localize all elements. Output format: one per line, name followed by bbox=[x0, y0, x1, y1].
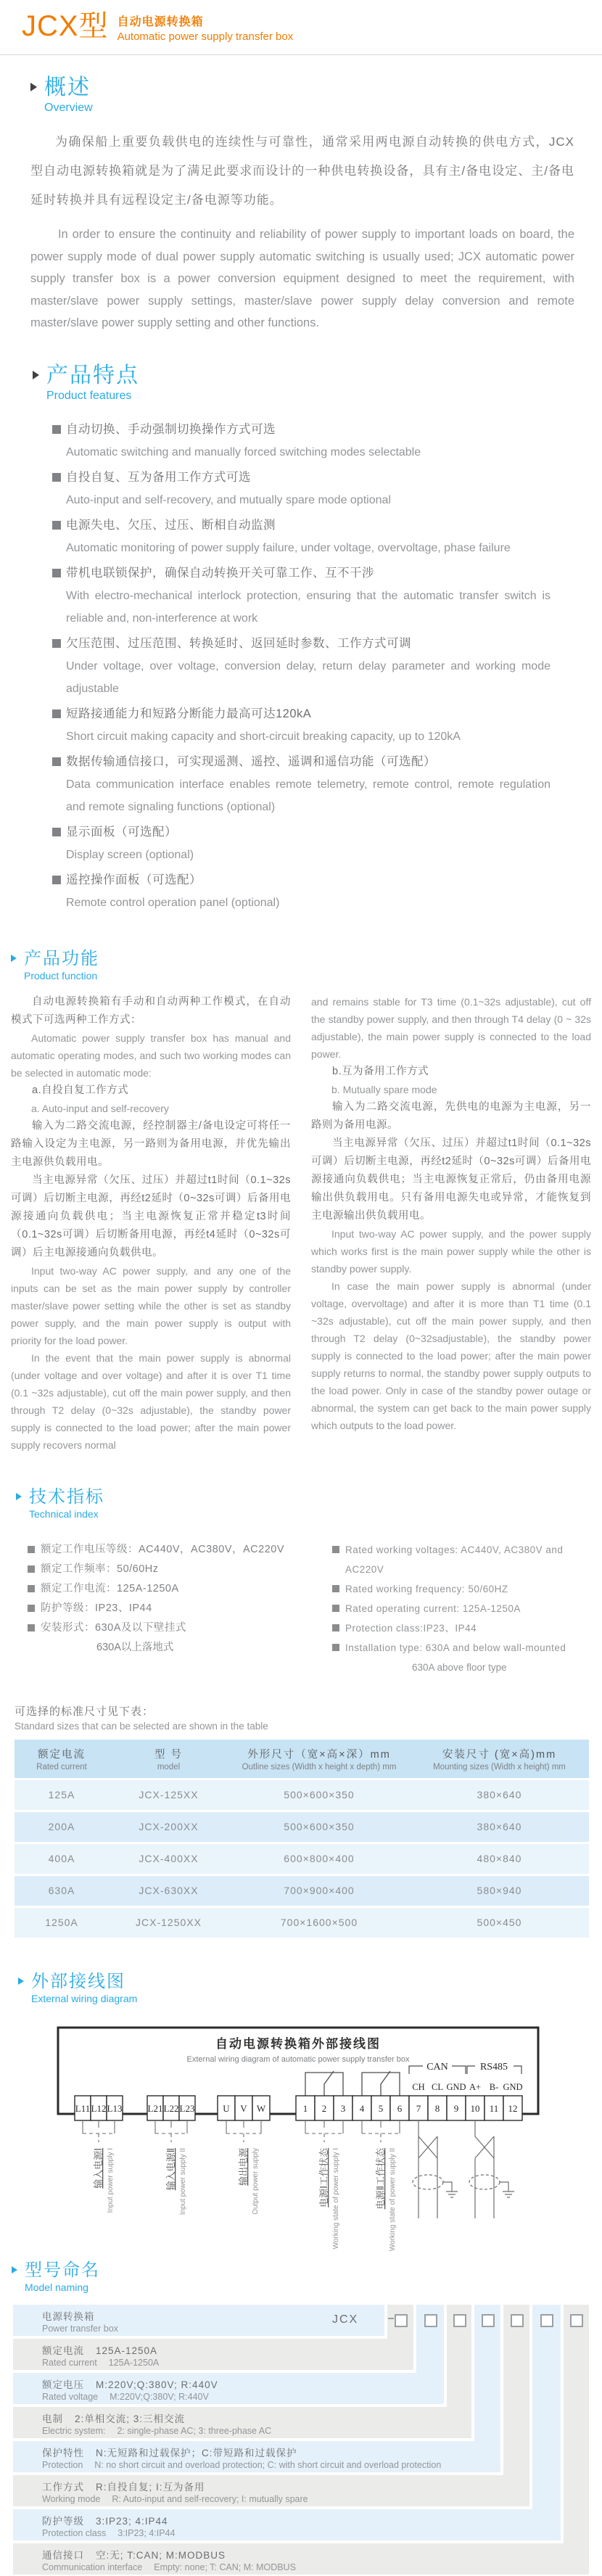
page-header bbox=[0, 0, 602, 55]
section-technical bbox=[16, 1487, 602, 1677]
technical-item bbox=[332, 1540, 593, 1579]
terminal-label: 5 bbox=[378, 2102, 384, 2114]
overview-paragraph-en: In order to ensure the continuity and reliability of power supply to important loads on board, the power supply mode of dual power supply automatic switching is usually used; JCX automatic power supply transfer box is a power conversion equipment designed to meet the requirement, with master/slave power supply settings, master/slave power supply delay conversion and remote master/slave power supply setting and other functions. bbox=[30, 228, 574, 329]
col-header-cn: 外形尺寸（宽×高×深）mm bbox=[247, 1748, 391, 1761]
cell-model: JCX-1250XX bbox=[109, 1908, 228, 1938]
terminal-label: L22 bbox=[163, 2102, 179, 2114]
technical-heading bbox=[16, 1487, 602, 1520]
size-table-header-row bbox=[15, 1740, 589, 1778]
technical-columns bbox=[28, 1540, 602, 1677]
square-bullet-icon bbox=[52, 569, 61, 577]
feature-en: With electro-mechanical interlock protection, ensuring that the automatic transfer switch is reliable and, non-interference at work bbox=[66, 589, 551, 625]
wiring-diagram bbox=[57, 2026, 602, 2251]
naming-label-en: Protection bbox=[42, 2459, 83, 2470]
feature-cn: 电源失电、欠压、过压、断相自动监测 bbox=[66, 518, 276, 532]
product-title-en: Automatic power supply transfer box bbox=[117, 30, 294, 43]
naming-label-en: Rated voltage bbox=[42, 2391, 99, 2402]
feature-en: Short circuit making capacity and short-circuit breaking capacity, up to 120kA bbox=[66, 730, 461, 743]
technical-item bbox=[28, 1540, 332, 1560]
terminal-label: 9 bbox=[453, 2102, 459, 2114]
naming-label-en: Communication interface bbox=[42, 2561, 143, 2572]
function-heading bbox=[11, 949, 602, 982]
naming-value-cn: R:自投自复; I:互为备用 bbox=[96, 2481, 205, 2493]
code-slot bbox=[453, 2314, 466, 2327]
function-columns bbox=[11, 993, 591, 1454]
square-bullet-icon bbox=[52, 757, 61, 766]
naming-label-cn: 通信接口 bbox=[42, 2549, 84, 2561]
naming-row-cn: 电源转换箱 bbox=[42, 2310, 95, 2322]
function-paragraph: 输入为二路交流电源，经控制器主/备电设定可将任一路输入设定为主电源，另一路则为备用电源，并优先输出主电源供负载用电。 bbox=[11, 1119, 291, 1168]
feature-cn: 数据传输通信接口，可实现遥测、遥控、遥调和遥信功能（可选配） bbox=[66, 754, 436, 768]
table-row bbox=[15, 1876, 589, 1906]
technical-title-en: Technical index bbox=[29, 1507, 99, 1520]
technical-item bbox=[28, 1599, 332, 1618]
feature-item bbox=[52, 751, 574, 818]
terminal-label: 8 bbox=[434, 2102, 440, 2114]
function-paragraph: a.自投自复工作方式 bbox=[32, 1084, 129, 1096]
feature-item bbox=[52, 869, 574, 914]
col-header-cn: 型 号 bbox=[154, 1748, 184, 1761]
terminal-label: W bbox=[256, 2102, 266, 2114]
terminal-label: U bbox=[223, 2102, 230, 2114]
feature-en: Auto-input and self-recovery, and mutually spare mode optional bbox=[66, 493, 391, 506]
technical-text: 防护等级：IP23、IP44 bbox=[41, 1602, 152, 1614]
naming-title-en: Model naming bbox=[25, 2281, 88, 2293]
terminal-label: 6 bbox=[397, 2102, 403, 2114]
overview-paragraph-cn: 为确保船上重要负载供电的连续性与可靠性，通常采用两电源自动转换的供电方式，JCX型自动电源转换箱就是为了满足此要求而设计的一种供电转换设备，具有主/备电设定、主/备电延时转换并具有远程设定主/备电源等功能。 bbox=[30, 135, 574, 207]
size-note bbox=[15, 1703, 602, 1732]
overview-title-cn: 概述 bbox=[44, 75, 91, 99]
naming-label-cn: 防护等级 bbox=[42, 2515, 84, 2527]
cell-mounting-size: 580×940 bbox=[410, 1876, 589, 1906]
feature-en: Display screen (optional) bbox=[66, 848, 194, 861]
terminal-label: L11 bbox=[75, 2102, 91, 2114]
naming-value-cn: 125A-1250A bbox=[96, 2345, 158, 2356]
square-bullet-icon bbox=[52, 639, 61, 648]
square-bullet-icon bbox=[52, 473, 61, 482]
table-row bbox=[15, 1780, 589, 1810]
section-arrow-icon bbox=[16, 1493, 22, 1500]
square-bullet-icon bbox=[28, 1605, 35, 1612]
group-caption-cn: 输入电源Ⅰ bbox=[93, 2147, 104, 2189]
technical-title-cn: 技术指标 bbox=[29, 1486, 104, 1507]
pin-label: A+ bbox=[469, 2081, 482, 2092]
naming-label-cn: 工作方式 bbox=[42, 2481, 84, 2493]
cell-rated-current: 125A bbox=[15, 1780, 109, 1810]
group-caption-cn: 电源Ⅰ工作状态 bbox=[318, 2147, 329, 2207]
section-overview bbox=[30, 75, 574, 334]
square-bullet-icon bbox=[52, 709, 61, 718]
feature-item bbox=[52, 821, 574, 866]
pin-label: B- bbox=[489, 2081, 499, 2092]
technical-text: Installation type: 630A and below wall-mounted bbox=[345, 1642, 566, 1653]
naming-row bbox=[13, 2475, 529, 2506]
naming-title-cn: 型号命名 bbox=[25, 2260, 100, 2280]
function-left-column bbox=[11, 993, 291, 1454]
square-bullet-icon bbox=[28, 1565, 35, 1573]
group-caption-en: Input power supply II bbox=[179, 2147, 187, 2215]
square-bullet-icon bbox=[28, 1546, 35, 1553]
naming-row bbox=[13, 2509, 561, 2540]
function-paragraph: 当主电源异常（欠压、过压）并超过t1时间（0.1~32s可调）后切断主电源，再经t2延时（0~32s可调）后备用电源接通向负载供电；当主电源恢复正常后，仍由备用电源输出供负载用电。只有备用电源失电或异常，才能恢复到主电源输出供负载用电。 bbox=[311, 1137, 591, 1222]
feature-item bbox=[52, 514, 574, 559]
cell-model: JCX-400XX bbox=[109, 1844, 228, 1874]
technical-right-column bbox=[332, 1540, 593, 1677]
function-paragraph: 自动电源转换箱有手动和自动两种工作模式，在自动模式下可选两种工作方式： bbox=[11, 995, 291, 1026]
function-right-column bbox=[311, 993, 591, 1454]
naming-strip bbox=[532, 2305, 561, 2509]
square-bullet-icon bbox=[28, 1624, 35, 1631]
function-paragraph: In case the main power supply is abnormal (under voltage, overvoltage) and after it is more than T1 time (0.1 ~32s adjustable), cut off the main power supply, and then through T2 delay (0~32sadjustable), the standby power supply is connected to the load power; after the main power supply returns to normal, the standby power supply outputs to the load power. Only in case of the standby power outage or abnormal, the system can get back to the main power supply which outputs to the load power. bbox=[311, 1280, 591, 1431]
naming-row-en: Power transfer box bbox=[42, 2323, 118, 2334]
group-brackets bbox=[83, 2120, 400, 2142]
square-bullet-icon bbox=[28, 1585, 35, 1592]
size-note-en: Standard sizes that can be selected are shown in the table bbox=[15, 1720, 268, 1732]
dash-mark bbox=[388, 2318, 394, 2319]
naming-label-en: Protection class bbox=[42, 2527, 107, 2538]
square-bullet-icon bbox=[52, 521, 61, 530]
col-header-en: model bbox=[157, 1762, 181, 1771]
features-list bbox=[52, 419, 574, 914]
naming-label-cn: 额定电流 bbox=[42, 2345, 84, 2356]
square-bullet-icon bbox=[332, 1605, 339, 1612]
table-row bbox=[15, 1812, 589, 1842]
pin-label: CH bbox=[412, 2081, 425, 2092]
square-bullet-icon bbox=[52, 828, 61, 836]
function-paragraph: Automatic power supply transfer box has manual and automatic operating modes, and such two working modes can be selected in automatic mode: bbox=[11, 1032, 291, 1079]
section-arrow-icon bbox=[12, 2266, 17, 2273]
cell-model: JCX-200XX bbox=[109, 1812, 228, 1842]
feature-cn: 显示面板（可选配） bbox=[66, 825, 177, 839]
cell-rated-current: 1250A bbox=[15, 1908, 109, 1938]
features-title-cn: 产品特点 bbox=[46, 363, 139, 387]
cell-outline-size: 600×800×400 bbox=[228, 1844, 410, 1874]
cell-mounting-size: 480×840 bbox=[410, 1844, 589, 1874]
group-caption-cn: 电源Ⅱ工作状态 bbox=[375, 2147, 386, 2209]
naming-label-en: Rated current bbox=[42, 2357, 97, 2368]
feature-cn: 遥控操作面板（可选配） bbox=[66, 873, 202, 886]
technical-item bbox=[28, 1579, 332, 1599]
naming-label-cn: 额定电压 bbox=[42, 2379, 84, 2390]
naming-label-en: Electric system: bbox=[42, 2425, 106, 2436]
function-paragraph: In the event that the main power supply is abnormal (under voltage and over voltage) and after it is over T1 time (0.1 ~32s adjustable), cut off the main power supply, and then through T2 delay (0~32s adjustable), the standby power supply is connected to the load power; after the main power supply recovers normal bbox=[11, 1351, 291, 1451]
technical-text: Rated working frequency: 50/60HZ bbox=[345, 1583, 508, 1594]
terminal-label: 12 bbox=[508, 2102, 518, 2114]
naming-heading bbox=[12, 2260, 602, 2293]
group-caption-cn: 输入电源Ⅱ bbox=[165, 2147, 176, 2190]
naming-value-en: R: Auto-input and self-recovery; I: mutually spare bbox=[112, 2493, 308, 2504]
pin-label: GND bbox=[503, 2081, 523, 2092]
terminal-label: 1 bbox=[302, 2102, 308, 2114]
col-header-cn: 额定电流 bbox=[38, 1748, 86, 1761]
feature-en: Remote control operation panel (optional) bbox=[66, 896, 280, 909]
group-caption-en: Working state of power supply II bbox=[389, 2147, 397, 2251]
naming-value-cn: 3:IP23; 4:IP44 bbox=[96, 2515, 168, 2527]
naming-label-cn: 电制 bbox=[42, 2413, 63, 2424]
feature-en: Under voltage, over voltage, conversion delay, return delay parameter and working mode adjustable bbox=[66, 659, 551, 695]
cell-outline-size: 500×600×350 bbox=[228, 1812, 410, 1842]
feature-item bbox=[52, 562, 574, 630]
function-paragraph: a. Auto-input and self-recovery bbox=[31, 1102, 169, 1114]
product-title-block bbox=[117, 10, 294, 43]
col-header-en: Mounting sizes (Width x height) mm bbox=[433, 1762, 566, 1771]
terminal-label: 3 bbox=[340, 2102, 346, 2114]
naming-value-en: M:220V;Q:380V; R:440V bbox=[110, 2391, 209, 2402]
cell-rated-current: 630A bbox=[15, 1876, 109, 1906]
naming-value-cn: 空:无; T:CAN; M:MODBUS bbox=[96, 2549, 226, 2561]
group-caption-en: Output power supply bbox=[252, 2147, 260, 2215]
naming-value-cn: N:无短路和过载保护；C:带短路和过载保护 bbox=[96, 2447, 297, 2458]
contact-symbol bbox=[305, 2071, 400, 2096]
features-title-en: Product features bbox=[46, 389, 132, 402]
section-function bbox=[11, 949, 602, 982]
feature-item bbox=[52, 703, 574, 748]
terminal-label: L23 bbox=[179, 2102, 195, 2114]
function-title-en: Product function bbox=[24, 969, 98, 982]
technical-item-line2: 630A above floor type bbox=[412, 1661, 507, 1673]
cell-mounting-size: 380×640 bbox=[410, 1812, 589, 1842]
group-caption-cn: 输出电源 bbox=[238, 2147, 249, 2186]
group-caption-en: Input power supply I bbox=[107, 2147, 115, 2213]
cell-outline-size: 700×1600×500 bbox=[228, 1908, 410, 1938]
square-bullet-icon bbox=[52, 425, 61, 434]
technical-text: 额定工作电流：125A-1250A bbox=[41, 1582, 179, 1594]
feature-item bbox=[52, 633, 574, 700]
size-table bbox=[15, 1737, 589, 1940]
cell-rated-current: 200A bbox=[15, 1812, 109, 1842]
terminal-label: L13 bbox=[107, 2102, 123, 2114]
square-bullet-icon bbox=[332, 1644, 339, 1651]
section-features bbox=[33, 363, 574, 914]
feature-cn: 自动切换、手动强制切换操作方式可选 bbox=[66, 422, 276, 436]
terminal-label: L12 bbox=[91, 2102, 107, 2114]
cell-mounting-size: 380×640 bbox=[410, 1780, 589, 1810]
table-row bbox=[15, 1908, 589, 1938]
naming-value-cn: 2:单相交流; 3:三相交流 bbox=[75, 2413, 186, 2424]
feature-cn: 带机电联锁保护，确保自动转换开关可靠工作、互不干涉 bbox=[66, 566, 374, 580]
feature-cn: 欠压范围、过压范围、转换延时、返回延时参数、工作方式可调 bbox=[66, 636, 411, 650]
naming-row bbox=[13, 2339, 413, 2370]
technical-item bbox=[332, 1579, 593, 1599]
naming-row bbox=[13, 2305, 384, 2336]
technical-text: Rated operating current: 125A-1250A bbox=[345, 1602, 521, 1614]
can-label: CAN bbox=[426, 2061, 448, 2073]
function-paragraph: 输入为二路交流电源，先供电的电源为主电源，另一路则为备用电源。 bbox=[311, 1100, 591, 1131]
naming-diagram bbox=[13, 2305, 589, 2576]
section-arrow-icon bbox=[18, 1978, 24, 1985]
naming-row bbox=[13, 2543, 589, 2575]
cell-mounting-size: 500×450 bbox=[410, 1908, 589, 1938]
feature-item bbox=[52, 419, 574, 464]
naming-row bbox=[13, 2373, 444, 2404]
technical-text: 额定工作电压等级：AC440V，AC380V，AC220V bbox=[41, 1543, 285, 1555]
technical-item-line2: 630A以上落地式 bbox=[96, 1641, 174, 1653]
naming-strip bbox=[564, 2305, 589, 2543]
diagram-title-cn: 自动电源转换箱外部接线图 bbox=[215, 2036, 381, 2051]
overview-heading bbox=[30, 75, 574, 115]
twisted-pair-cable bbox=[413, 2120, 514, 2218]
feature-cn: 自投自复、互为备用工作方式可选 bbox=[66, 470, 251, 484]
wiring-title-cn: 外部接线图 bbox=[31, 1971, 125, 1991]
cell-rated-current: 400A bbox=[15, 1844, 109, 1874]
naming-strip bbox=[503, 2305, 529, 2475]
terminal-label: 2 bbox=[321, 2102, 327, 2114]
diagram-title-en: External wiring diagram of automatic power supply transfer box bbox=[186, 2054, 410, 2064]
pin-label: CL bbox=[432, 2081, 443, 2092]
feature-en: Automatic monitoring of power supply failure, under voltage, overvoltage, phase failure bbox=[66, 541, 511, 554]
function-paragraph: and remains stable for T3 time (0.1~32s adjustable), cut off the standby power supply, and then through T4 delay (0 ~ 32s adjustable), the main power supply is connected to the load power. bbox=[311, 995, 591, 1060]
technical-text: Rated working voltages: AC440V, AC380V and AC220V bbox=[345, 1544, 564, 1575]
function-paragraph: b.互为备用工作方式 bbox=[332, 1065, 429, 1077]
naming-value-en: N: no short circuit and overload protection; C: with short circuit and overload protection bbox=[94, 2459, 442, 2470]
technical-left-column bbox=[28, 1540, 332, 1677]
code-slot bbox=[540, 2314, 553, 2327]
section-arrow-icon bbox=[33, 371, 39, 379]
terminal-label: 10 bbox=[470, 2102, 480, 2114]
square-bullet-icon bbox=[52, 876, 61, 884]
technical-item bbox=[332, 1599, 593, 1618]
function-paragraph: 当主电源异常（欠压、过压）并超过t1时间（0.1~32s可调）后切断主电源，再经t2延时（0~32s可调）后备用电源接通向负载供电；当主电源恢复正常并稳定t3时间（0.1~32s可调）后切断备用电源，再经t4延时（0~32s可调）后主电源接通向负载供电。 bbox=[11, 1174, 291, 1259]
code-slot bbox=[570, 2314, 583, 2327]
naming-value-en: Empty: none; T: CAN; M: MODBUS bbox=[154, 2561, 296, 2572]
group-caption-en: Working state of power supply I bbox=[332, 2147, 340, 2249]
technical-item bbox=[28, 1618, 332, 1638]
cell-model: JCX-630XX bbox=[109, 1876, 228, 1906]
function-paragraph: Input two-way AC power supply, and the power supply which works first is the main power supply while the other is standby power supply. bbox=[311, 1227, 591, 1275]
section-arrow-icon bbox=[30, 83, 37, 91]
feature-cn: 短路接通能力和短路分断能力最高可达120kA bbox=[66, 707, 312, 720]
feature-en: Automatic switching and manually forced switching modes selectable bbox=[66, 445, 421, 458]
overview-title-en: Overview bbox=[44, 102, 93, 114]
wiring-title-en: External wiring diagram bbox=[31, 1992, 138, 2004]
code-slot bbox=[395, 2314, 408, 2327]
terminal-label: V bbox=[240, 2102, 247, 2114]
table-row bbox=[15, 1844, 589, 1874]
naming-row bbox=[13, 2407, 471, 2438]
product-title-cn: 自动电源转换箱 bbox=[117, 16, 204, 28]
size-note-cn: 可选择的标准尺寸见下表： bbox=[15, 1705, 154, 1718]
square-bullet-icon bbox=[332, 1624, 339, 1631]
wiring-heading bbox=[18, 1972, 602, 2004]
product-model-title: JCX型 bbox=[22, 10, 109, 42]
col-header-en: Rated current bbox=[36, 1762, 87, 1771]
naming-value-en: 3:IP23; 4:IP44 bbox=[117, 2527, 176, 2538]
function-paragraph: Input two-way AC power supply, and any one of the inputs can be set as the main power supply by controller master/slave power setting while the other is set as standby power supply, and the main power supply is output with priority for the load power. bbox=[11, 1264, 291, 1346]
technical-item bbox=[332, 1638, 593, 1658]
cell-model: JCX-125XX bbox=[109, 1780, 228, 1810]
technical-text: 安装形式：630A及以下壁挂式 bbox=[41, 1621, 186, 1634]
square-bullet-icon bbox=[332, 1546, 339, 1553]
section-arrow-icon bbox=[11, 955, 17, 962]
code-slot bbox=[424, 2314, 437, 2327]
rs485-label: RS485 bbox=[479, 2061, 508, 2073]
terminal-label: L21 bbox=[147, 2102, 163, 2114]
technical-item bbox=[28, 1560, 332, 1579]
technical-text: 额定工作频率：50/60Hz bbox=[41, 1563, 159, 1575]
section-wiring bbox=[18, 1972, 602, 2004]
naming-label-en: Working mode bbox=[42, 2493, 101, 2504]
function-title-cn: 产品功能 bbox=[24, 948, 99, 968]
terminal-label: 7 bbox=[416, 2102, 421, 2114]
terminal-label: 4 bbox=[359, 2102, 365, 2114]
terminal-label: 11 bbox=[489, 2102, 499, 2114]
naming-value-cn: M:220V;Q:380V; R:440V bbox=[96, 2379, 218, 2390]
col-header-en: Outline sizes (Width x height x depth) mm bbox=[242, 1762, 397, 1771]
features-heading bbox=[33, 363, 574, 403]
col-header-cn: 安装尺寸 (宽×高)mm bbox=[442, 1748, 557, 1761]
technical-text: Protection class:IP23、IP44 bbox=[345, 1622, 477, 1634]
naming-value-en: 125A-1250A bbox=[108, 2357, 160, 2368]
naming-prefix: JCX bbox=[332, 2313, 359, 2326]
feature-item bbox=[52, 466, 574, 511]
function-paragraph: b. Mutually spare mode bbox=[331, 1083, 437, 1095]
technical-item bbox=[332, 1618, 593, 1638]
cell-outline-size: 700×900×400 bbox=[228, 1876, 410, 1906]
cell-outline-size: 500×600×350 bbox=[228, 1780, 410, 1810]
naming-row bbox=[13, 2441, 500, 2472]
wiring-diagram-svg bbox=[57, 2026, 543, 2251]
naming-label-cn: 保护特性 bbox=[42, 2447, 84, 2458]
square-bullet-icon bbox=[332, 1585, 339, 1592]
feature-en: Data communication interface enables remote telemetry, remote control, remote regulation and remote signaling functions (optional) bbox=[66, 778, 551, 813]
section-naming bbox=[12, 2260, 602, 2293]
code-slot bbox=[511, 2314, 524, 2327]
pin-label: GND bbox=[446, 2081, 466, 2092]
code-slot bbox=[482, 2314, 495, 2327]
naming-value-en: 2: single-phase AC; 3: three-phase AC bbox=[117, 2425, 272, 2436]
